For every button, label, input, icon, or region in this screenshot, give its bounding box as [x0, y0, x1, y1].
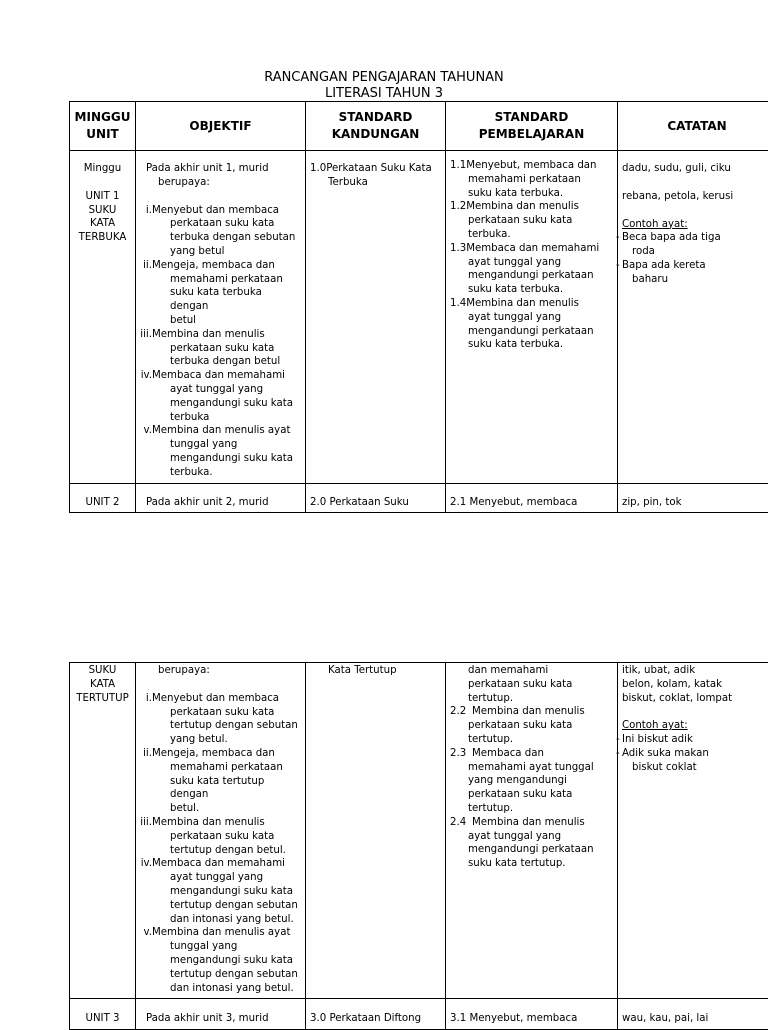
sp-text-cont: memahami perkataan [450, 173, 613, 187]
sp-text: Membaca dan memahami [466, 242, 613, 256]
sp-text-cont: perkataan suku kata [450, 788, 613, 802]
spacer [140, 190, 301, 204]
unit2-objektif-cell [136, 663, 306, 999]
sp-text-cont: dan memahami [450, 664, 613, 678]
item-text-cont: dan intonasi yang betul. [152, 982, 301, 996]
item-text: Membaca dan memahami [152, 857, 301, 871]
sp-text-cont: suku kata terbuka. [450, 283, 613, 297]
unit2-title-line2: KATA [74, 678, 131, 692]
item-number: ii. [143, 259, 152, 273]
list-item: - Bapa ada kereta baharu [622, 259, 768, 287]
sp-text-cont: perkataan suku kata [450, 678, 613, 692]
unit2-sp: 2.1 Menyebut, membaca [446, 483, 618, 513]
item-text-cont: terbuka dengan betul [152, 355, 301, 369]
item-text-cont: tunggal yang [152, 940, 301, 954]
item-text: Menyebut dan membaca [152, 204, 301, 218]
item-text-cont: tertutup dengan sebutan [152, 968, 301, 982]
header-standard-pembelajaran [446, 102, 618, 151]
sp-text-cont: terbuka. [450, 228, 613, 242]
unit2-obj: Pada akhir unit 2, murid [136, 483, 306, 513]
item-text: Mengeja, membaca dan [152, 259, 301, 273]
catatan-words: dadu, sudu, guli, ciku [622, 162, 768, 176]
list-item: - Ini biskut adik [622, 733, 768, 747]
item-text-cont: mengandungi suku kata [152, 452, 301, 466]
sp-number: 2.3 [450, 747, 472, 761]
unit2-catatan-cell [618, 663, 768, 999]
item-text-cont: suku kata terbuka dengan [152, 286, 301, 314]
table-header-row [70, 102, 768, 151]
item-text-cont: tunggal yang [152, 438, 301, 452]
sp-text-cont: suku kata terbuka. [450, 187, 613, 201]
item-text: Membina dan menulis ayat [152, 424, 301, 438]
sp-number: 1.3 [450, 242, 466, 256]
unit2-title-line1: SUKU [74, 664, 131, 678]
unit1-intro [140, 162, 301, 190]
unit2-catatan: zip, pin, tok [618, 483, 768, 513]
sk-text-cont: Kata Tertutup [328, 664, 441, 678]
item-text: Membina dan menulis [152, 816, 301, 830]
sp-number: 1.1 [450, 159, 466, 173]
list-item [140, 747, 301, 816]
unit1-title-line2: KATA [74, 217, 131, 231]
sp-text-cont: suku kata terbuka. [450, 338, 613, 352]
item-number: i. [146, 692, 152, 706]
contoh-label: Contoh ayat: [622, 218, 768, 232]
unit1-intro-line2: berupaya: [146, 176, 301, 190]
unit1-title-line3: TERBUKA [74, 231, 131, 245]
header-sp-line2: PEMBELAJARAN [450, 126, 613, 143]
catatan-words: belon, kolam, katak [622, 678, 768, 692]
sp-text: Membina dan menulis [466, 297, 613, 311]
contoh-text-cont: baharu [622, 273, 768, 287]
sp-text-cont: mengandungi perkataan [450, 269, 613, 283]
list-item [450, 297, 613, 352]
item-text-cont: betul. [152, 802, 301, 816]
contoh-text: Ini biskut adik [622, 733, 768, 747]
sp-text-cont: perkataan suku kata [450, 719, 613, 733]
sp-text-cont: yang mengandungi [450, 774, 613, 788]
item-number: v. [144, 926, 152, 940]
unit1-objective-list [140, 204, 301, 480]
item-text-cont: ayat tunggal yang [152, 871, 301, 885]
unit1-label: UNIT 1 [74, 190, 131, 204]
spacer [622, 705, 768, 719]
list-item [450, 705, 613, 746]
item-text: Membina dan menulis [152, 328, 301, 342]
item-text-cont: betul [152, 314, 301, 328]
item-number: iv. [141, 369, 152, 383]
sp-number: 2.4 [450, 816, 472, 830]
item-text-cont: terbuka. [152, 466, 301, 480]
catatan-words: biskut, coklat, lompat [622, 692, 768, 706]
catatan-words: itik, ubat, adik [622, 664, 768, 678]
sk-text: Perkataan Suku Kata [326, 162, 441, 176]
item-text-cont: terbuka dengan sebutan [152, 231, 301, 245]
header-minggu-unit [70, 102, 136, 151]
unit1-minggu: Minggu [74, 162, 131, 176]
header-minggu: MINGGU [74, 109, 131, 126]
list-item [450, 200, 613, 241]
item-text-cont: memahami perkataan [152, 273, 301, 287]
item-text: Membaca dan memahami [152, 369, 301, 383]
sp-text: Menyebut, membaca dan [466, 159, 613, 173]
unit2-label: UNIT 2 [70, 483, 136, 513]
sp-text-cont: ayat tunggal yang [450, 256, 613, 270]
item-text-cont: tertutup dengan sebutan [152, 719, 301, 733]
unit1-minggu-cell [70, 151, 136, 484]
list-item: - Adik suka makan biskut coklat [622, 747, 768, 775]
sk-number: 1.0 [310, 162, 326, 176]
header-unit: UNIT [74, 126, 131, 143]
unit2-title-cell [70, 663, 136, 999]
sp-text-cont: ayat tunggal yang [450, 830, 613, 844]
unit3-sk: 3.0 Perkataan Diftong [306, 999, 446, 1030]
sp-text-cont: memahami ayat tunggal [450, 761, 613, 775]
unit3-label: UNIT 3 [70, 999, 136, 1030]
item-text-cont: perkataan suku kata [152, 342, 301, 356]
list-item [140, 328, 301, 369]
item-number: iii. [140, 328, 152, 342]
item-text-cont: perkataan suku kata [152, 830, 301, 844]
item-text-cont: ayat tunggal yang [152, 383, 301, 397]
item-text-cont: perkataan suku kata [152, 706, 301, 720]
item-text-cont: mengandungi suku kata [152, 397, 301, 411]
unit1-title-line1: SUKU [74, 204, 131, 218]
unit3-sp: 3.1 Menyebut, membaca [446, 999, 618, 1030]
unit2-intro [140, 664, 301, 678]
unit1-sp-cell [446, 151, 618, 484]
item-text-cont: perkataan suku kata [152, 217, 301, 231]
item-text-cont: mengandungi suku kata [152, 954, 301, 968]
contoh-label: Contoh ayat: [622, 719, 768, 733]
contoh-text: Adik suka makan [622, 747, 768, 761]
unit1-objektif-cell [136, 151, 306, 484]
item-text-cont: suku kata tertutup dengan [152, 775, 301, 803]
unit2-intro-line: berupaya: [146, 664, 301, 678]
table-row-unit2-cont [70, 663, 768, 999]
sp-text: Membaca dan [472, 747, 613, 761]
list-item [140, 204, 301, 259]
item-text-cont: tertutup dengan betul. [152, 844, 301, 858]
sp-text: Membina dan menulis [472, 816, 613, 830]
item-text-cont: tertutup dengan sebutan [152, 899, 301, 913]
plan-table-page2 [69, 662, 768, 1030]
sp-text-cont: suku kata tertutup. [450, 857, 613, 871]
list-item [450, 747, 613, 816]
sp-number: 1.4 [450, 297, 466, 311]
catatan-words: rebana, petola, kerusi [622, 190, 768, 204]
list-item [140, 692, 301, 747]
sp-text-cont: ayat tunggal yang [450, 311, 613, 325]
table-row-unit3-top [70, 999, 768, 1030]
plan-table-page1 [69, 101, 768, 513]
unit2-sk: 2.0 Perkataan Suku [306, 483, 446, 513]
spacer [622, 176, 768, 190]
list-item [450, 242, 613, 297]
sp-text-cont: mengandungi perkataan [450, 325, 613, 339]
contoh-text: Bapa ada kereta [622, 259, 768, 273]
unit1-intro-line1: Pada akhir unit 1, murid [146, 162, 301, 176]
item-text-cont: mengandungi suku kata [152, 885, 301, 899]
table-row-unit1 [70, 151, 768, 484]
list-item [140, 369, 301, 424]
unit3-catatan: wau, kau, pai, lai [618, 999, 768, 1030]
item-text: Mengeja, membaca dan [152, 747, 301, 761]
item-number: v. [144, 424, 152, 438]
unit2-sp-cell [446, 663, 618, 999]
item-text-cont: memahami perkataan [152, 761, 301, 775]
item-text-cont: yang betul [152, 245, 301, 259]
sp-number: 1.2 [450, 200, 466, 214]
header-objektif: OBJEKTIF [136, 102, 306, 151]
contoh-text: Beca bapa ada tiga [622, 231, 768, 245]
item-number: iii. [140, 816, 152, 830]
header-sk-line1: STANDARD [310, 109, 441, 126]
list-item [450, 159, 613, 200]
header-standard-kandungan [306, 102, 446, 151]
item-number: iv. [141, 857, 152, 871]
list-item [140, 259, 301, 328]
header-sp-line1: STANDARD [450, 109, 613, 126]
table-row-unit2-top [70, 483, 768, 513]
header-sk-line2: KANDUNGAN [310, 126, 441, 143]
sp-text-cont: tertutup. [450, 802, 613, 816]
list-item [140, 926, 301, 995]
unit1-sk-cell [306, 151, 446, 484]
unit2-sk-cont-cell [306, 663, 446, 999]
item-number: ii. [143, 747, 152, 761]
spacer [140, 678, 301, 692]
unit1-catatan-cell [618, 151, 768, 484]
sp-text-cont: tertutup. [450, 733, 613, 747]
item-text: Menyebut dan membaca [152, 692, 301, 706]
item-text: Membina dan menulis ayat [152, 926, 301, 940]
list-item [140, 816, 301, 857]
unit2-title-line3: TERTUTUP [74, 692, 131, 706]
contoh-text-cont: roda [622, 245, 768, 259]
unit1-sk-item [310, 162, 441, 176]
item-number: i. [146, 204, 152, 218]
item-text-cont: dan intonasi yang betul. [152, 913, 301, 927]
header-catatan: CATATAN [618, 102, 768, 151]
sp-text: Membina dan menulis [472, 705, 613, 719]
document-subtitle: LITERASI TAHUN 3 [0, 86, 768, 101]
list-item [450, 816, 613, 871]
contoh-text-cont: biskut coklat [622, 761, 768, 775]
sp-text-cont: tertutup. [450, 692, 613, 706]
unit3-obj: Pada akhir unit 3, murid [136, 999, 306, 1030]
sp-number: 2.2 [450, 705, 472, 719]
item-text-cont: yang betul. [152, 733, 301, 747]
spacer [622, 204, 768, 218]
list-item [140, 424, 301, 479]
unit2-objective-list [140, 692, 301, 996]
list-item: - Beca bapa ada tiga roda [622, 231, 768, 259]
document-title: RANCANGAN PENGAJARAN TAHUNAN [0, 70, 768, 85]
sp-text: Membina dan menulis [466, 200, 613, 214]
sp-text-cont: mengandungi perkataan [450, 843, 613, 857]
item-text-cont: terbuka [152, 411, 301, 425]
list-item [140, 857, 301, 926]
sk-text-cont: Terbuka [310, 176, 441, 190]
sp-text-cont: perkataan suku kata [450, 214, 613, 228]
unit1-spacer [74, 176, 131, 190]
